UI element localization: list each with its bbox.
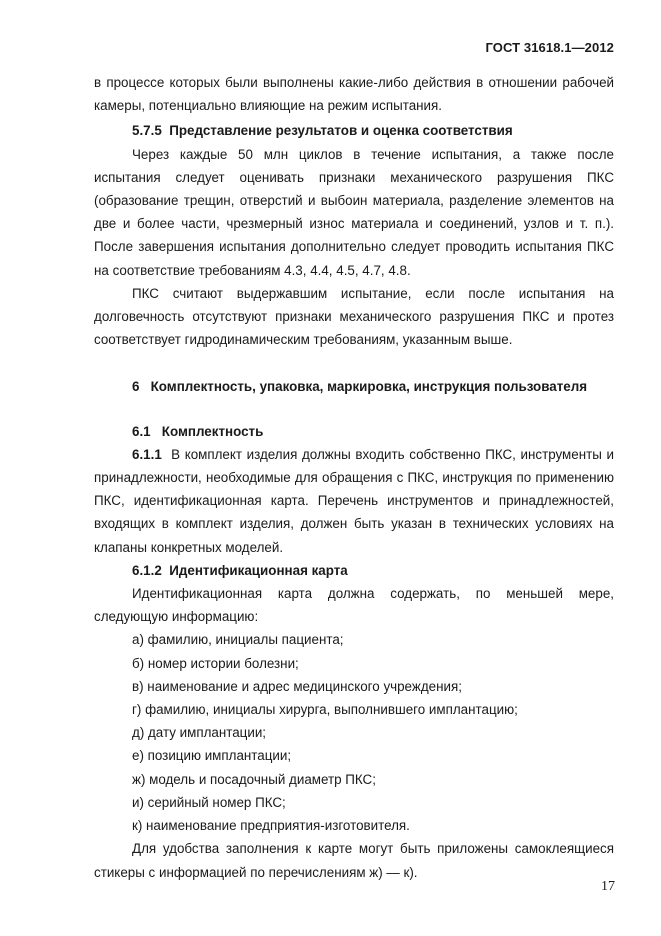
page-body: [94, 71, 614, 884]
section-6-number: 6: [132, 379, 140, 395]
list-item: и) серийный номер ПКС;: [132, 794, 286, 810]
paragraph-5-7-5-a: Через каждые 50 млн циклов в течение испытания, а также после испытания следует оценивать признаки механического разрушения ПКС (образование трещин, отверстий и выбоин материала, разделение элементов на две и более части, чрезмерный износ материала и соединений, узлов и т. п.). После завершения испытания дополнительно следует проводить испытания ПКС на соответствие требованиям 4.3, 4.4, 4.5, 4.7, 4.8.: [94, 146, 614, 278]
paragraph-6-1-2: Идентификационная карта должна содержать, по меньшей мере, следующую информацию:: [94, 586, 614, 625]
heading-6-1-2-title: Идентификационная карта: [169, 562, 348, 578]
list-item: г) фамилию, инициалы хирурга, выполнившего имплантацию;: [132, 702, 518, 718]
paragraph-6-1-1-text: В комплект изделия должны входить собственно ПКС, инструменты и принадлежности, необходимые для обращения с ПКС, инструкция по применению ПКС, идентификационная карта. Перечень инструментов и принадлежностей, входящих в комплект изделия, должен быть указан в технических условиях на клапаны конкретных моделей.: [94, 446, 614, 555]
paragraph-6-1-1: [94, 443, 614, 559]
heading-6-1-2-number: 6.1.2: [132, 562, 162, 578]
section-6-heading: [94, 375, 614, 398]
paragraph-intro: в процессе которых были выполнены какие-либо действия в отношении рабочей камеры, потенциально влияющие на режим испытания.: [94, 75, 614, 114]
heading-6-1-2: [94, 559, 614, 582]
heading-6-1: [94, 420, 614, 443]
list-item: д) дату имплантации;: [132, 725, 267, 741]
list-item: в) наименование и адрес медицинского учреждения;: [132, 678, 462, 694]
id-card-list: [94, 628, 614, 837]
standard-header: ГОСТ 31618.1—2012: [485, 40, 614, 55]
heading-5-7-5-number: 5.7.5: [132, 123, 162, 139]
list-item: к) наименование предприятия-изготовителя.: [132, 818, 410, 834]
list-item: е) позицию имплантации;: [132, 748, 292, 764]
list-item: а) фамилию, инициалы пациента;: [132, 632, 344, 648]
heading-6-1-number: 6.1: [132, 423, 151, 439]
heading-6-1-title: Комплектность: [161, 423, 264, 439]
page-number: 17: [601, 879, 615, 894]
paragraph-5-7-5-b: ПКС считают выдержавшим испытание, если после испытания на долговечность отсутствуют признаки механического разрушения ПКС и протез соответствует гидродинамическим требованиям, указанным выше.: [94, 285, 614, 348]
list-item: ж) модель и посадочный диаметр ПКС;: [132, 771, 376, 787]
heading-5-7-5: [94, 119, 614, 142]
paragraph-6-1-1-number: 6.1.1: [132, 446, 162, 462]
list-item: б) номер истории болезни;: [132, 655, 299, 671]
paragraph-closing: Для удобства заполнения к карте могут быть приложены самоклеящиеся стикеры с информацией по перечислениям ж) — к).: [94, 841, 614, 880]
section-6-title: Комплектность, упаковка, маркировка, инструкция пользователя: [150, 379, 588, 395]
heading-5-7-5-title: Представление результатов и оценка соответствия: [169, 123, 513, 139]
